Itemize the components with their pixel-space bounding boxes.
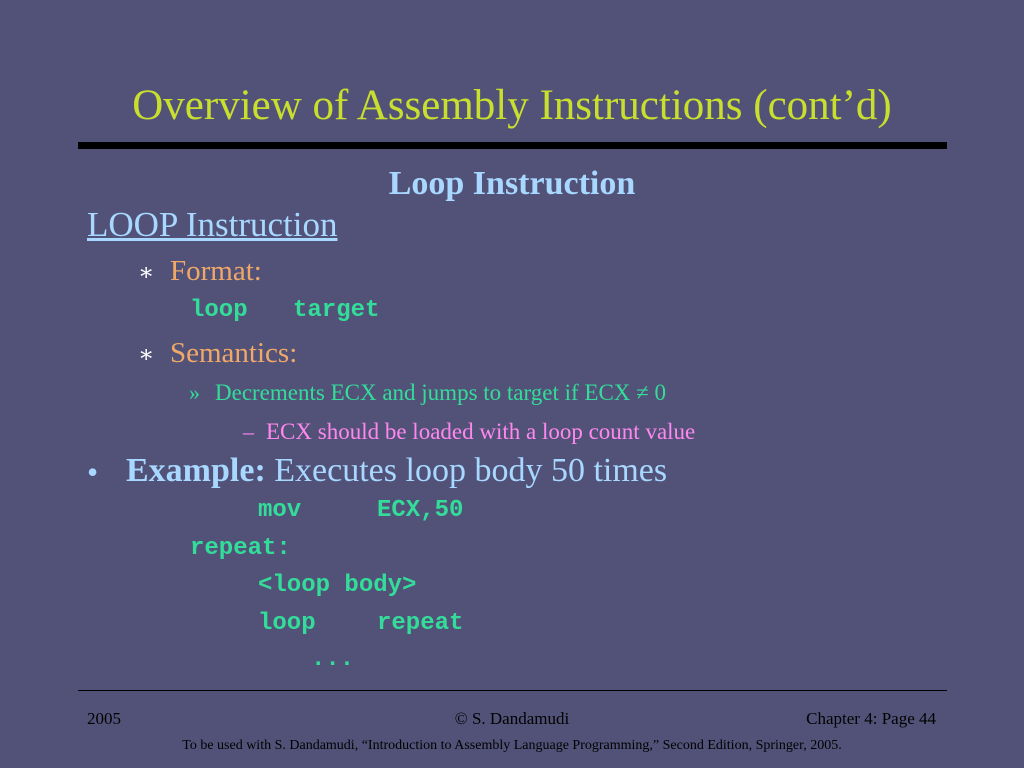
- star-bullet-icon: ∗: [138, 342, 155, 368]
- example-text: Executes loop body 50 times: [274, 452, 668, 489]
- semantics-label: Semantics:: [170, 337, 298, 369]
- code-op: mov: [258, 497, 302, 524]
- slide-title: Overview of Assembly Instructions (cont’d): [132, 82, 892, 129]
- code-op: loop: [258, 610, 316, 637]
- sub-point: ECX should be loaded with a loop count value: [266, 419, 696, 444]
- slide-subtitle: Loop Instruction: [388, 165, 636, 202]
- dash-bullet-icon: –: [243, 419, 254, 444]
- title-divider: [78, 142, 947, 149]
- semantics-point: Decrements ECX and jumps to target if ECX ≠ 0: [215, 380, 667, 405]
- code-label: repeat:: [190, 535, 291, 562]
- code-arg: ECX,50: [377, 497, 464, 524]
- footer-credit: To be used with S. Dandamudi, “Introduction to Assembly Language Programming,” Second Edition, Springer, 2005.: [182, 738, 842, 753]
- footer-author: © S. Dandamudi: [454, 709, 570, 728]
- dot-bullet-icon: •: [87, 454, 99, 490]
- example-label: Example:: [126, 452, 266, 489]
- loop-instruction-link[interactable]: LOOP Instruction: [87, 205, 338, 244]
- code-arg: repeat: [377, 610, 464, 637]
- example-line: [126, 450, 667, 492]
- footer-divider: [78, 690, 947, 691]
- footer-year: 2005: [87, 709, 121, 728]
- format-code-op: loop: [190, 297, 248, 324]
- footer-page: Chapter 4: Page 44: [806, 709, 936, 728]
- format-label: Format:: [170, 255, 262, 287]
- code-body: <loop body>: [258, 572, 417, 599]
- raquo-bullet-icon: »: [189, 380, 200, 405]
- format-code-arg: target: [293, 297, 380, 324]
- code-ellipsis: ...: [311, 646, 355, 673]
- star-bullet-icon: ∗: [138, 260, 155, 286]
